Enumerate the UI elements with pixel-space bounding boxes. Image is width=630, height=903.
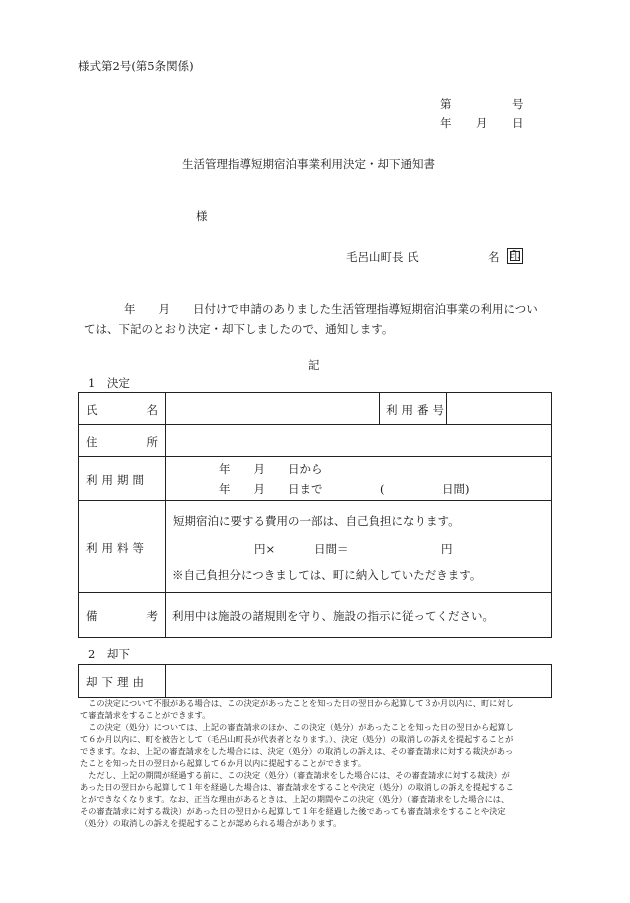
fee-payment-note: ※自己負担分につきましては、町に納入していただきます。 xyxy=(172,568,482,582)
intro-line-2: ては、下記のとおり決定・却下しましたので、通知します。 xyxy=(84,322,394,336)
date-day: 日 xyxy=(512,116,524,130)
note-line: とができなくなります。なお、正当な理由があるときは、上記の期間やこの決定（処分）（審査請求をした場合には、 xyxy=(80,794,510,804)
issuer-label: 毛呂山町長 氏 xyxy=(346,250,419,264)
note-line: この決定について不服がある場合は、この決定があったことを知った日の翌日から起算して３か月以内に、町に対し xyxy=(80,698,514,708)
document-number-suffix: 号 xyxy=(512,97,524,111)
note-line: あった日の翌日から起算して１年を経過した場合は、審査請求をすることや決定（処分）の取消しの訴えを提起するこ xyxy=(80,782,514,792)
note-line: ただし、上記の期間が経過する前に、この決定（処分）（審査請求をした場合には、その審査請求に対する裁決）が xyxy=(80,770,510,780)
rejection-reason-field[interactable] xyxy=(170,668,546,692)
document-title: 生活管理指導短期宿泊事業利用決定・却下通知書 xyxy=(182,157,435,171)
document-number-prefix: 第 xyxy=(440,97,452,111)
note-line: て審査請求をすることができます。 xyxy=(80,710,211,720)
note-line: できます。なお、上記の審査請求をした場合には、決定（処分）の取消しの訴えは、その審査請求に対する裁決があっ xyxy=(80,746,514,756)
user-number-field[interactable] xyxy=(450,396,546,420)
fee-unit-yen: 円× xyxy=(254,542,276,556)
address-field[interactable] xyxy=(170,428,546,452)
address-label: 住 所 xyxy=(86,435,158,449)
rejection-reason-label: 却下理由 xyxy=(86,675,148,689)
fee-days: 日間＝ xyxy=(314,542,349,556)
section-2-heading: 2 却下 xyxy=(88,647,130,661)
issuer-name-end: 名 xyxy=(488,250,500,264)
appeal-notes xyxy=(80,697,514,829)
note-line: たことを知った日の翌日から起算して６か月以内に提起することができます。 xyxy=(80,758,366,768)
note-line: （処分）の取消しの訴えを提起することが認められる場合があります。 xyxy=(80,818,342,828)
note-line: て６か月以内に、町を被告として（毛呂山町長が代表者となります。）、決定（処分）の取消しの訴えを提起することが xyxy=(80,734,514,744)
fee-total-yen: 円 xyxy=(441,542,453,556)
remarks-text: 利用中は施設の諸規則を守り、施設の指示に従ってください。 xyxy=(172,609,494,623)
form-number: 様式第2号(第5条関係) xyxy=(78,59,194,73)
note-line: この決定（処分）については、上記の審査請求のほか、この決定（処分）があったことを知った日の翌日から起算し xyxy=(80,722,514,732)
note-line: その審査請求に対する裁決）があった日の翌日から起算して１年を経過した後であっても審査請求をすることや決定 xyxy=(80,806,506,816)
seal-icon: 印 xyxy=(507,248,523,264)
period-to: 年 月 日まで ( 日間) xyxy=(219,482,470,496)
recipient-suffix: 様 xyxy=(196,209,208,223)
fee-note: 短期宿泊に要する費用の一部は、自己負担になります。 xyxy=(173,514,460,528)
remarks-label: 備 考 xyxy=(86,609,158,623)
period-label: 利用期間 xyxy=(86,473,148,487)
name-label: 氏 名 xyxy=(86,403,158,417)
user-number-label: 利用番号 xyxy=(386,403,448,417)
ki-heading: 記 xyxy=(308,358,320,372)
date-year: 年 xyxy=(440,116,452,130)
name-field[interactable] xyxy=(170,396,375,420)
section-1-heading: 1 決定 xyxy=(88,376,130,390)
period-from: 年 月 日から xyxy=(219,462,323,476)
date-month: 月 xyxy=(476,116,488,130)
fee-label: 利用料等 xyxy=(86,541,148,555)
intro-line-1: 年 月 日付けで申請のありました生活管理指導短期宿泊事業の利用につい xyxy=(124,302,538,316)
